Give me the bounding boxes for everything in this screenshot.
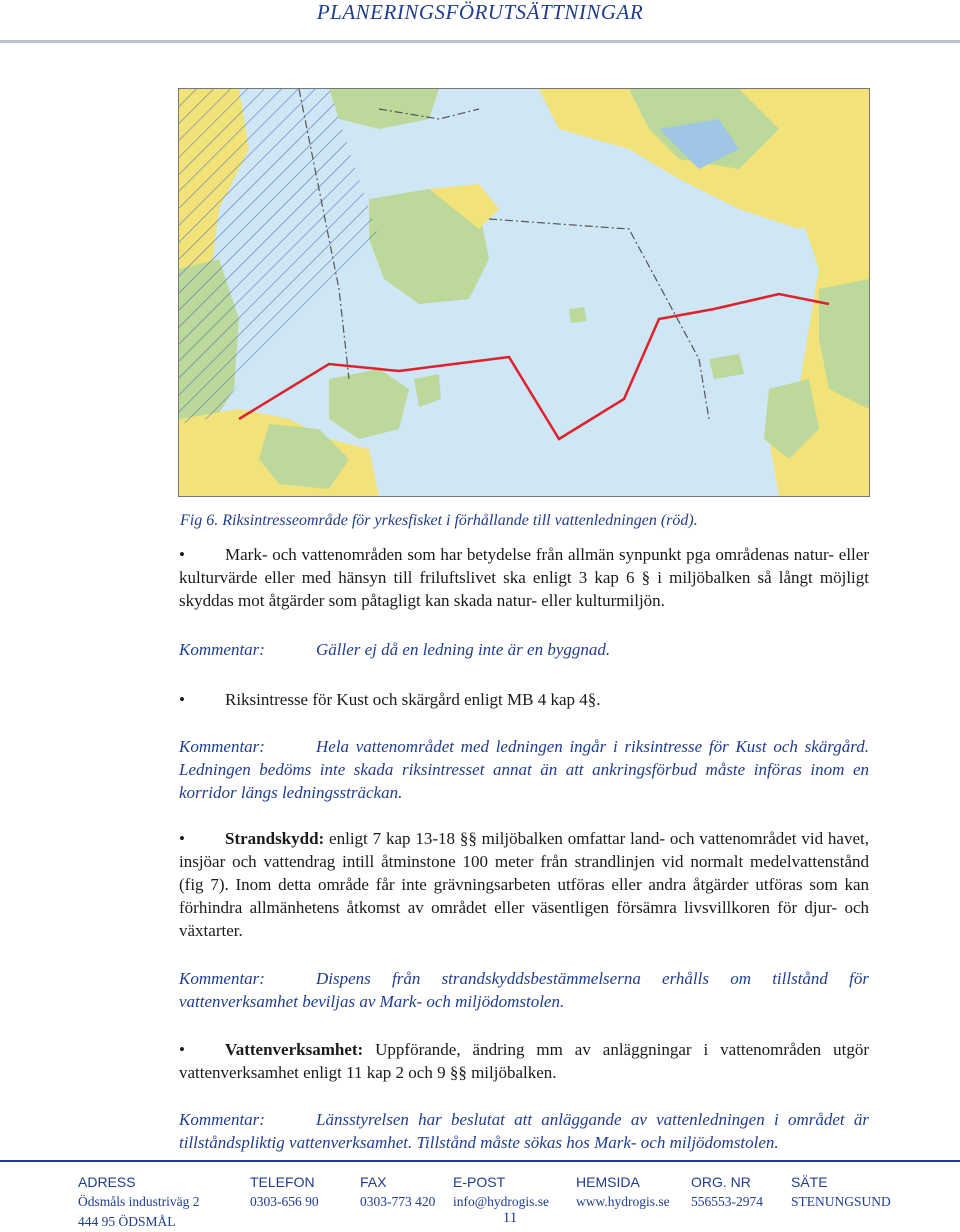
paragraph-2 [179,688,869,711]
paragraph-2-text: Riksintresse för Kust och skärgård enligt MB 4 kap 4§. [225,690,601,709]
comment-4-text: Länsstyrelsen har beslutat att anläggande av vattenledningen i området är tillståndspliktig vattenverksamhet. Tillstånd måste sökas hos Mark- och miljödomstolen. [179,1110,869,1152]
footer-orgnr-heading: ORG. NR [691,1174,751,1190]
footer-address-line1: Ödsmåls industriväg 2 [78,1194,200,1209]
bullet: • [179,829,185,848]
bullet: • [179,1040,185,1059]
comment-1 [179,638,869,661]
footer-divider [0,1160,960,1162]
footer-fax-heading: FAX [360,1174,387,1190]
footer-fax-value: 0303-773 420 [360,1194,436,1209]
map-image [179,89,869,496]
footer-phone-value: 0303-656 90 [250,1194,319,1209]
footer-seat [791,1172,891,1212]
paragraph-1 [179,543,869,612]
paragraph-4-text: Uppförande, ändring mm av anläggningar i vattenområden utgör vattenverksamhet enligt 11 kap 2 och 9 §§ miljöbalken. [179,1040,869,1082]
footer-website [576,1172,670,1212]
map-figure [178,88,870,497]
footer-email-value[interactable]: info@hydrogis.se [453,1194,550,1209]
comment-2 [179,735,869,804]
header-divider [0,40,960,43]
footer-website-heading: HEMSIDA [576,1174,640,1190]
footer-address-heading: ADRESS [78,1174,136,1190]
bullet: • [179,545,185,564]
footer-email-heading: E-POST [453,1174,506,1190]
comment-1-text: Gäller ej då en ledning inte är en byggnad. [316,640,611,659]
comment-2-text: Hela vattenområdet med ledningen ingår i riksintresse för Kust och skärgård. Ledningen bedöms inte skada riksintresset annat än att ankringsförbud måste införas inom en korridor längs ledningssträckan. [179,737,869,802]
paragraph-3-text: enligt 7 kap 13-18 §§ miljöbalken omfattar land- och vattenområdet vid havet, insjöar och vattendrag intill åtminstone 100 meter från strandlinjen vid normalt medelvattenstånd (fig 7). Inom detta område får inte grävningsarbeten utföras eller andra åtgärder utföras som kan förhindra allmänhetens åtkomst av området eller väsentligen försämra livsvillkoren för djur- och växtarter. [179,829,869,940]
comment-label: Kommentar: [179,737,265,756]
footer-seat-value: STENUNGSUND [791,1194,891,1209]
footer-fax [360,1172,435,1212]
page-number: 11 [502,1210,518,1226]
footer-website-value[interactable]: www.hydrogis.se [576,1194,670,1209]
footer-address-line2: 444 95 ÖDSMÅL [78,1214,176,1229]
paragraph-3-heading: Strandskydd: [225,829,325,848]
paragraph-3 [179,827,869,942]
comment-3 [179,967,869,1013]
footer-seat-heading: SÄTE [791,1174,828,1190]
comment-3-text: Dispens från strandskyddsbestämmelserna erhålls om tillstånd för vattenverksamhet beviljas av Mark- och miljödomstolen. [179,969,869,1011]
comment-label: Kommentar: [179,969,265,988]
bullet: • [179,690,185,709]
page-title: PLANERINGSFÖRUTSÄTTNINGAR [316,0,644,24]
paragraph-4 [179,1038,869,1084]
footer-phone-heading: TELEFON [250,1174,315,1190]
comment-label: Kommentar: [179,1110,265,1129]
footer-orgnr [691,1172,763,1212]
paragraph-4-heading: Vattenverksamhet: [225,1040,364,1059]
footer-orgnr-value: 556553-2974 [691,1194,763,1209]
footer-phone [250,1172,319,1212]
paragraph-1-text: Mark- och vattenområden som har betydelse från allmän synpunkt pga områdenas natur- eller kulturvärde eller med hänsyn till friluftslivet ska enligt 3 kap 6 § i miljöbalken så långt möjligt skyddas mot åtgärder som påtagligt kan skada natur- eller kulturmiljön. [179,545,869,610]
comment-label: Kommentar: [179,640,265,659]
figure-caption: Fig 6. Riksintresseområde för yrkesfisket i förhållande till vattenledningen (röd). [180,512,698,529]
footer-email [453,1172,549,1212]
comment-4 [179,1108,869,1154]
